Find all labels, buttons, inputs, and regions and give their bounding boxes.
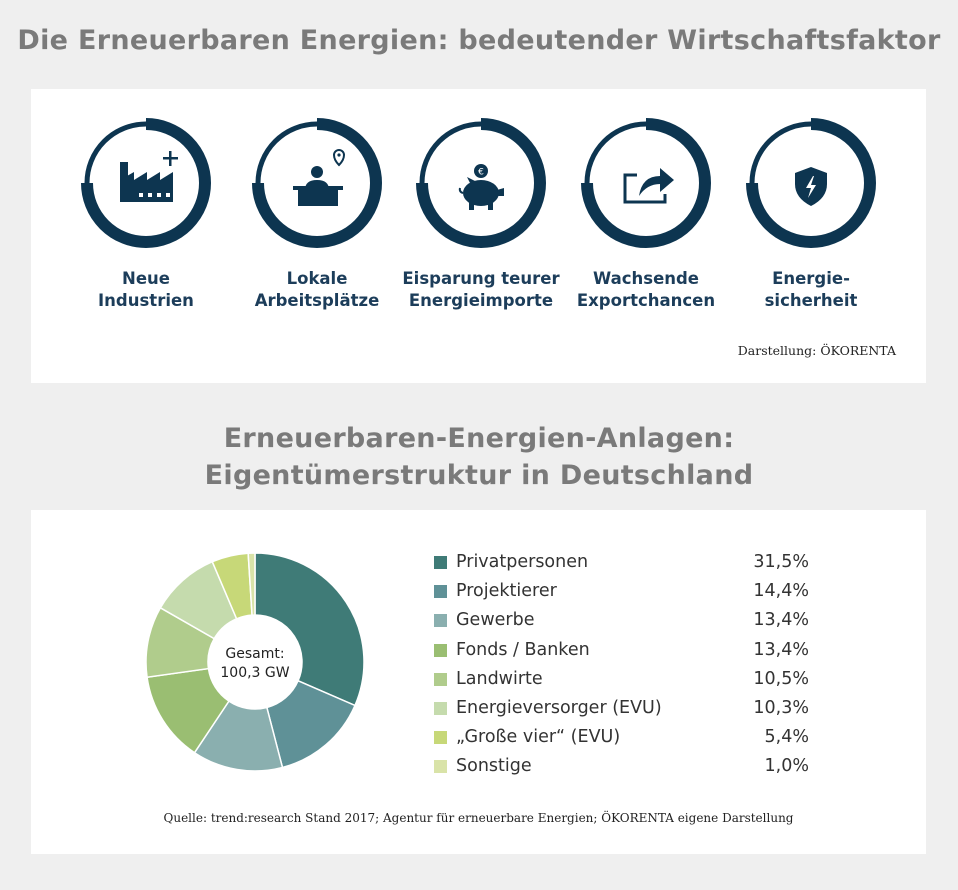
svg-text:€: €	[478, 167, 484, 178]
legend-item	[434, 577, 834, 606]
feature-local-jobs	[232, 118, 402, 312]
legend-label: Fonds / Banken	[456, 639, 590, 660]
legend-value: 1,0%	[764, 756, 809, 777]
chart-legend	[434, 548, 834, 782]
section-title	[0, 420, 958, 494]
section-title-line2: Eigentümerstruktur in Deutschland	[204, 460, 754, 491]
feature-import-savings	[396, 118, 566, 312]
feature-energy-security	[726, 118, 896, 312]
legend-label: „Große vier“ (EVU)	[456, 727, 621, 748]
legend-value: 5,4%	[764, 727, 809, 748]
donut-chart	[145, 551, 365, 773]
legend-label: Energieversorger (EVU)	[456, 697, 662, 718]
legend-value: 10,5%	[753, 668, 809, 689]
desk-worker-icon	[252, 118, 382, 248]
center-label-line2: 100,3 GW	[220, 665, 290, 681]
feature-label: Wachsende Exportchancen	[576, 269, 716, 310]
legend-swatch	[434, 731, 447, 744]
center-label-line1: Gesamt:	[225, 646, 285, 662]
legend-value: 13,4%	[753, 610, 809, 631]
legend-item	[434, 606, 834, 635]
legend-value: 13,4%	[753, 639, 809, 660]
credit-text: Darstellung: ÖKORENTA	[737, 343, 896, 358]
legend-item	[434, 694, 834, 723]
legend-item	[434, 665, 834, 694]
legend-swatch	[434, 556, 447, 569]
legend-swatch	[434, 673, 447, 686]
section-title-line1: Erneuerbaren-Energien-Anlagen:	[223, 423, 735, 454]
legend-value: 14,4%	[753, 581, 809, 602]
legend-item	[434, 636, 834, 665]
legend-label: Privatpersonen	[456, 552, 589, 572]
factory-icon	[81, 118, 211, 248]
page-title: Die Erneuerbaren Energien: bedeutender Wirtschaftsfaktor	[17, 25, 941, 56]
legend-label: Gewerbe	[456, 610, 535, 631]
donut-slice-0	[255, 553, 364, 705]
legend-swatch	[434, 760, 447, 773]
source-text: Quelle: trend:research Stand 2017; Agentur für erneuerbare Energien; ÖKORENTA eigene Darstellung	[163, 811, 794, 825]
export-arrow-icon	[581, 118, 711, 248]
legend-item	[434, 752, 834, 781]
legend-item	[434, 548, 834, 577]
chart-panel	[31, 510, 926, 854]
piggy-bank-icon	[416, 118, 546, 248]
features-panel	[31, 89, 926, 383]
legend-label: Sonstige	[456, 756, 532, 777]
feature-label: Lokale Arbeitsplätze	[254, 269, 380, 310]
legend-swatch	[434, 585, 447, 598]
legend-item	[434, 723, 834, 752]
legend-value: 10,3%	[753, 697, 809, 718]
feature-label: Eisparung teurer Energieimporte	[402, 269, 560, 310]
feature-new-industries	[61, 118, 231, 312]
legend-swatch	[434, 614, 447, 627]
legend-label: Landwirte	[456, 668, 543, 689]
feature-export	[561, 118, 731, 312]
legend-swatch	[434, 702, 447, 715]
legend-swatch	[434, 644, 447, 657]
shield-bolt-icon	[746, 118, 876, 248]
legend-label: Projektierer	[456, 581, 557, 602]
feature-label: Energie- sicherheit	[764, 269, 858, 310]
legend-value: 31,5%	[753, 552, 809, 572]
feature-label: Neue Industrien	[98, 269, 194, 310]
